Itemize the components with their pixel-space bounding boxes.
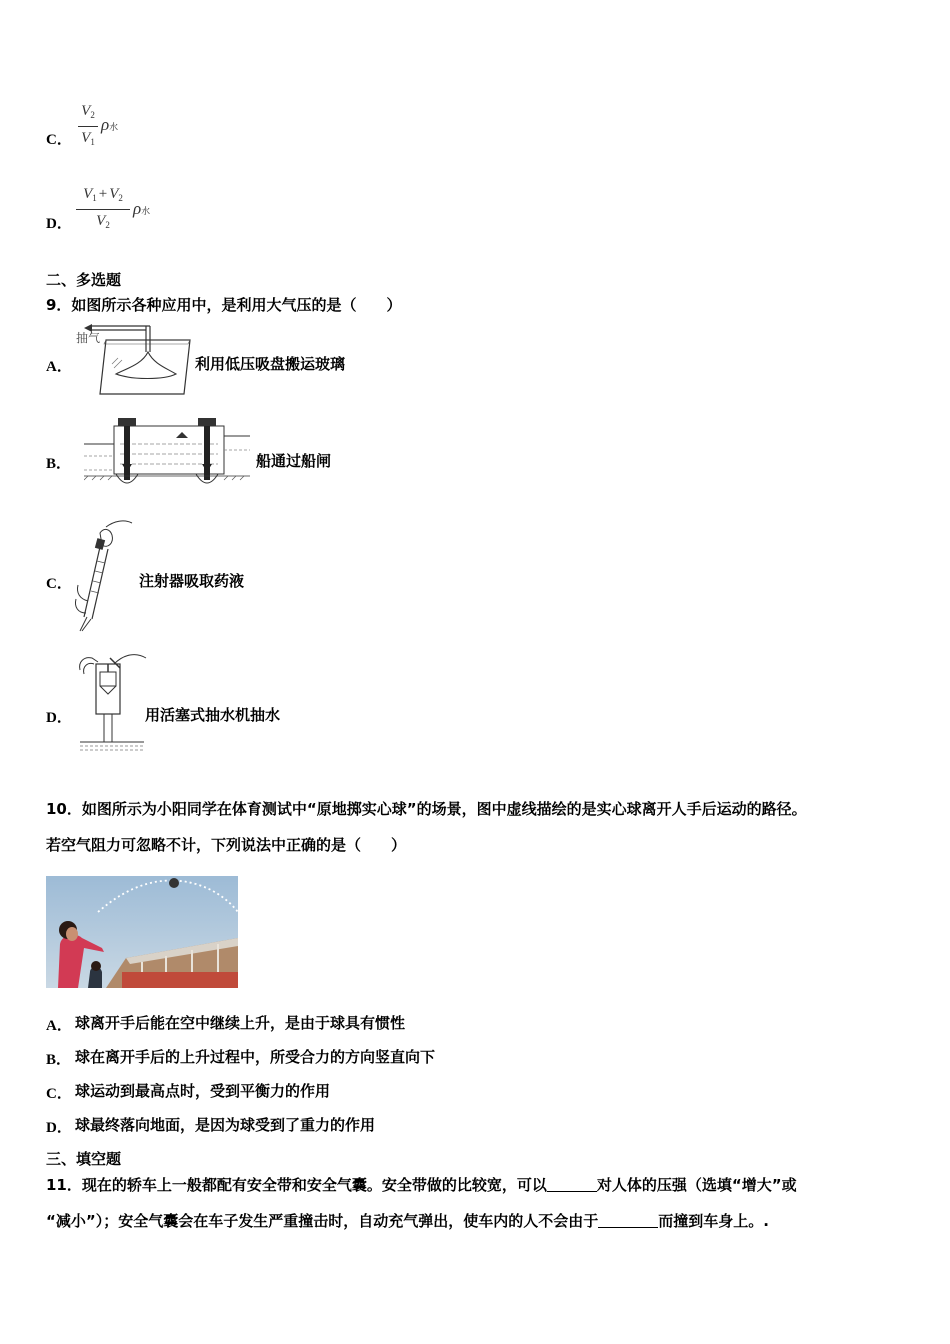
q11-text: “减小”）；安全气囊会在车子发生严重撞击时，自动充气弹出，使车内的人不会由于 bbox=[46, 1212, 599, 1230]
fraction-c-numerator bbox=[78, 103, 98, 120]
rho-symbol: ρ bbox=[101, 115, 110, 134]
shot-put-photo bbox=[46, 876, 238, 988]
q10-option-d-label: D． bbox=[46, 1120, 72, 1136]
fraction-bar bbox=[76, 209, 130, 210]
fraction-d-numerator bbox=[76, 186, 130, 203]
q10-option-d-text: 球最终落向地面，是因为球受到了重力的作用 bbox=[75, 1116, 376, 1134]
q9-option-d-label: D． bbox=[46, 710, 72, 726]
q9-option-b-label: B． bbox=[46, 456, 72, 472]
q10-option-c-label: C． bbox=[46, 1086, 72, 1102]
option-d-label: D． bbox=[46, 216, 72, 232]
blank-1[interactable] bbox=[547, 1177, 597, 1192]
plus-sign: + bbox=[98, 186, 108, 202]
q9-option-c-text: 注射器吸取药液 bbox=[139, 572, 245, 590]
fraction-c-denominator bbox=[78, 130, 98, 147]
piston-pump-figure bbox=[74, 650, 148, 754]
var-v: V bbox=[83, 186, 93, 202]
q11-text: 对人体的压强（选填“增大”或 bbox=[596, 1176, 797, 1194]
syringe-figure bbox=[70, 517, 136, 633]
question-11-line1 bbox=[46, 1176, 797, 1194]
q9-option-d-text: 用活塞式抽水机抽水 bbox=[145, 706, 281, 724]
rho-symbol: ρ bbox=[133, 199, 142, 218]
q9-option-a-text: 利用低压吸盘搬运玻璃 bbox=[195, 355, 346, 373]
q11-text: 11．现在的轿车上一般都配有安全带和安全气囊。安全带做的比较宽，可以 bbox=[46, 1176, 547, 1194]
q9-option-b-text: 船通过船闸 bbox=[256, 452, 332, 470]
q9-option-c-label: C． bbox=[46, 576, 72, 592]
q10-option-b-text: 球在离开手后的上升过程中，所受合力的方向竖直向下 bbox=[75, 1048, 436, 1066]
subscript: 2 bbox=[105, 220, 110, 230]
q10-option-b-label: B． bbox=[46, 1052, 72, 1068]
q10-option-a-text: 球离开手后能在空中继续上升，是由于球具有惯性 bbox=[75, 1014, 406, 1032]
ship-lock-figure bbox=[84, 414, 250, 492]
fraction-bar bbox=[78, 126, 98, 127]
q9-option-a-label: A． bbox=[46, 359, 72, 375]
rho-water bbox=[101, 115, 118, 135]
subscript: 水 bbox=[109, 122, 119, 132]
option-c-label: C． bbox=[46, 132, 72, 148]
var-v: V bbox=[96, 213, 106, 229]
question-9-stem: 9．如图所示各种应用中，是利用大气压的是（ ） bbox=[46, 296, 402, 314]
q10-option-c-text: 球运动到最高点时，受到平衡力的作用 bbox=[75, 1082, 331, 1100]
var-v: V bbox=[109, 186, 119, 202]
fraction-d-denominator bbox=[76, 213, 130, 230]
var-v: V bbox=[81, 103, 91, 119]
var-v: V bbox=[81, 130, 91, 146]
blank-2[interactable] bbox=[598, 1213, 658, 1228]
question-10-stem-line1: 10．如图所示为小阳同学在体育测试中“原地掷实心球”的场景，图中虚线描绘的是实心球离开人手后运动的路径。 bbox=[46, 800, 807, 818]
rho-water bbox=[133, 199, 150, 219]
figure-label-pump-out: 抽气 bbox=[76, 331, 101, 345]
subscript: 1 bbox=[90, 137, 95, 147]
question-11-line2 bbox=[46, 1212, 769, 1230]
q11-text: 而撞到车身上。. bbox=[658, 1212, 769, 1230]
q10-option-a-label: A． bbox=[46, 1018, 72, 1034]
subscript: 2 bbox=[90, 110, 95, 120]
subscript: 1 bbox=[92, 193, 97, 203]
section-title-multiple-choice: 二、多选题 bbox=[46, 271, 122, 289]
subscript: 2 bbox=[118, 193, 123, 203]
subscript: 水 bbox=[141, 206, 151, 216]
question-10-stem-line2: 若空气阻力可忽略不计，下列说法中正确的是（ ） bbox=[46, 836, 407, 854]
section-title-fill-blank: 三、填空题 bbox=[46, 1150, 122, 1168]
